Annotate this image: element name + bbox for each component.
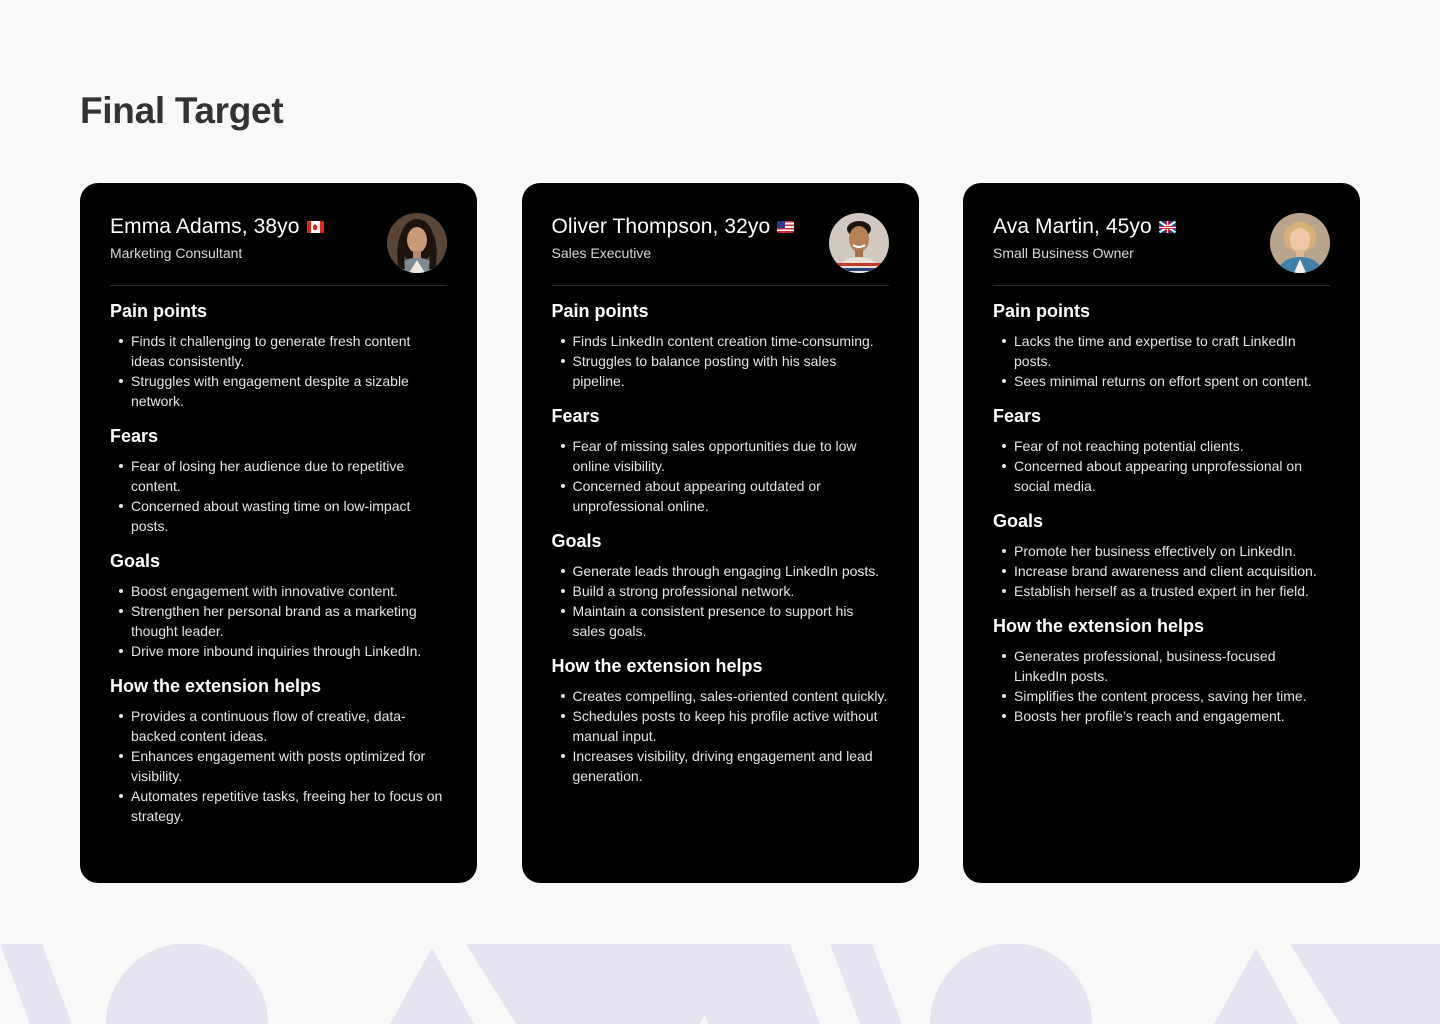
- persona-name: Oliver Thompson, 32yo: [551, 215, 771, 238]
- bullet-list: [552, 561, 889, 641]
- section-title: Fears: [551, 406, 600, 426]
- bullet-list: [993, 436, 1330, 496]
- persona-card-ava: [963, 183, 1360, 883]
- list-item: Strengthen her personal brand as a marketing thought leader.: [110, 601, 447, 641]
- list-item: Maintain a consistent presence to support his sales goals.: [552, 601, 889, 641]
- list-item: Creates compelling, sales-oriented content quickly.: [552, 686, 889, 706]
- section-title: Pain points: [110, 301, 208, 321]
- section-fears: [110, 425, 447, 536]
- section-title: How the extension helps: [110, 676, 322, 696]
- avatar: [387, 213, 447, 273]
- list-item: Enhances engagement with posts optimized for visibility.: [110, 746, 447, 786]
- list-item: Increases visibility, driving engagement and lead generation.: [552, 746, 889, 786]
- section-title: Pain points: [551, 301, 649, 321]
- section-extension-helps: [552, 655, 889, 786]
- list-item: Build a strong professional network.: [552, 581, 889, 601]
- persona-cards: [80, 183, 1360, 883]
- list-item: Increase brand awareness and client acquisition.: [993, 561, 1330, 581]
- section-title: Goals: [110, 551, 161, 571]
- bullet-list: [993, 541, 1330, 601]
- bullet-list: [993, 646, 1330, 726]
- section-fears: [552, 405, 889, 516]
- section-goals: [110, 550, 447, 661]
- usa-flag-icon: [777, 221, 794, 233]
- section-title: Fears: [993, 406, 1042, 426]
- section-title: Goals: [993, 511, 1044, 531]
- section-pain-points: [552, 300, 889, 391]
- section-pain-points: [110, 300, 447, 411]
- section-title: How the extension helps: [993, 616, 1205, 636]
- list-item: Promote her business effectively on LinkedIn.: [993, 541, 1330, 561]
- bullet-list: [552, 436, 889, 516]
- list-item: Schedules posts to keep his profile active without manual input.: [552, 706, 889, 746]
- section-title: Goals: [551, 531, 602, 551]
- list-item: Provides a continuous flow of creative, data-backed content ideas.: [110, 706, 447, 746]
- persona-card-emma: [80, 183, 477, 883]
- canada-flag-icon: [307, 221, 324, 233]
- uk-flag-icon: [1159, 221, 1176, 233]
- list-item: Automates repetitive tasks, freeing her to focus on strategy.: [110, 786, 447, 826]
- list-item: Lacks the time and expertise to craft LinkedIn posts.: [993, 331, 1330, 371]
- section-title: Fears: [110, 426, 159, 446]
- decorative-shapes: [0, 944, 1440, 1024]
- bullet-list: [552, 331, 889, 391]
- list-item: Drive more inbound inquiries through LinkedIn.: [110, 641, 447, 661]
- list-item: Fear of not reaching potential clients.: [993, 436, 1330, 456]
- section-fears: [993, 405, 1330, 496]
- section-goals: [993, 510, 1330, 601]
- section-extension-helps: [993, 615, 1330, 726]
- avatar: [1270, 213, 1330, 273]
- section-pain-points: [993, 300, 1330, 391]
- list-item: Generate leads through engaging LinkedIn posts.: [552, 561, 889, 581]
- section-extension-helps: [110, 675, 447, 826]
- bullet-list: [110, 456, 447, 536]
- persona-card-oliver: [522, 183, 919, 883]
- bullet-list: [110, 581, 447, 661]
- list-item: Struggles with engagement despite a sizable network.: [110, 371, 447, 411]
- persona-role: Marketing Consultant: [110, 245, 243, 261]
- persona-header: [110, 211, 447, 286]
- list-item: Sees minimal returns on effort spent on content.: [993, 371, 1330, 391]
- avatar: [829, 213, 889, 273]
- page-title: Final Target: [80, 90, 284, 131]
- bullet-list: [110, 706, 447, 826]
- persona-role: Sales Executive: [551, 245, 652, 261]
- bullet-list: [110, 331, 447, 411]
- list-item: Fear of missing sales opportunities due to low online visibility.: [552, 436, 889, 476]
- bullet-list: [993, 331, 1330, 391]
- bullet-list: [552, 686, 889, 786]
- list-item: Establish herself as a trusted expert in her field.: [993, 581, 1330, 601]
- list-item: Generates professional, business-focused LinkedIn posts.: [993, 646, 1330, 686]
- section-title: Pain points: [993, 301, 1091, 321]
- list-item: Boosts her profile’s reach and engagement.: [993, 706, 1330, 726]
- list-item: Struggles to balance posting with his sales pipeline.: [552, 351, 889, 391]
- list-item: Finds LinkedIn content creation time-consuming.: [552, 331, 889, 351]
- list-item: Boost engagement with innovative content.: [110, 581, 447, 601]
- section-title: How the extension helps: [551, 656, 763, 676]
- list-item: Concerned about wasting time on low-impact posts.: [110, 496, 447, 536]
- persona-role: Small Business Owner: [993, 245, 1134, 261]
- list-item: Finds it challenging to generate fresh content ideas consistently.: [110, 331, 447, 371]
- persona-header: [993, 211, 1330, 286]
- list-item: Concerned about appearing unprofessional on social media.: [993, 456, 1330, 496]
- persona-header: [552, 211, 889, 286]
- list-item: Simplifies the content process, saving her time.: [993, 686, 1330, 706]
- persona-name: Emma Adams, 38yo: [110, 215, 300, 238]
- persona-name: Ava Martin, 45yo: [993, 215, 1152, 238]
- list-item: Concerned about appearing outdated or unprofessional online.: [552, 476, 889, 516]
- section-goals: [552, 530, 889, 641]
- list-item: Fear of losing her audience due to repetitive content.: [110, 456, 447, 496]
